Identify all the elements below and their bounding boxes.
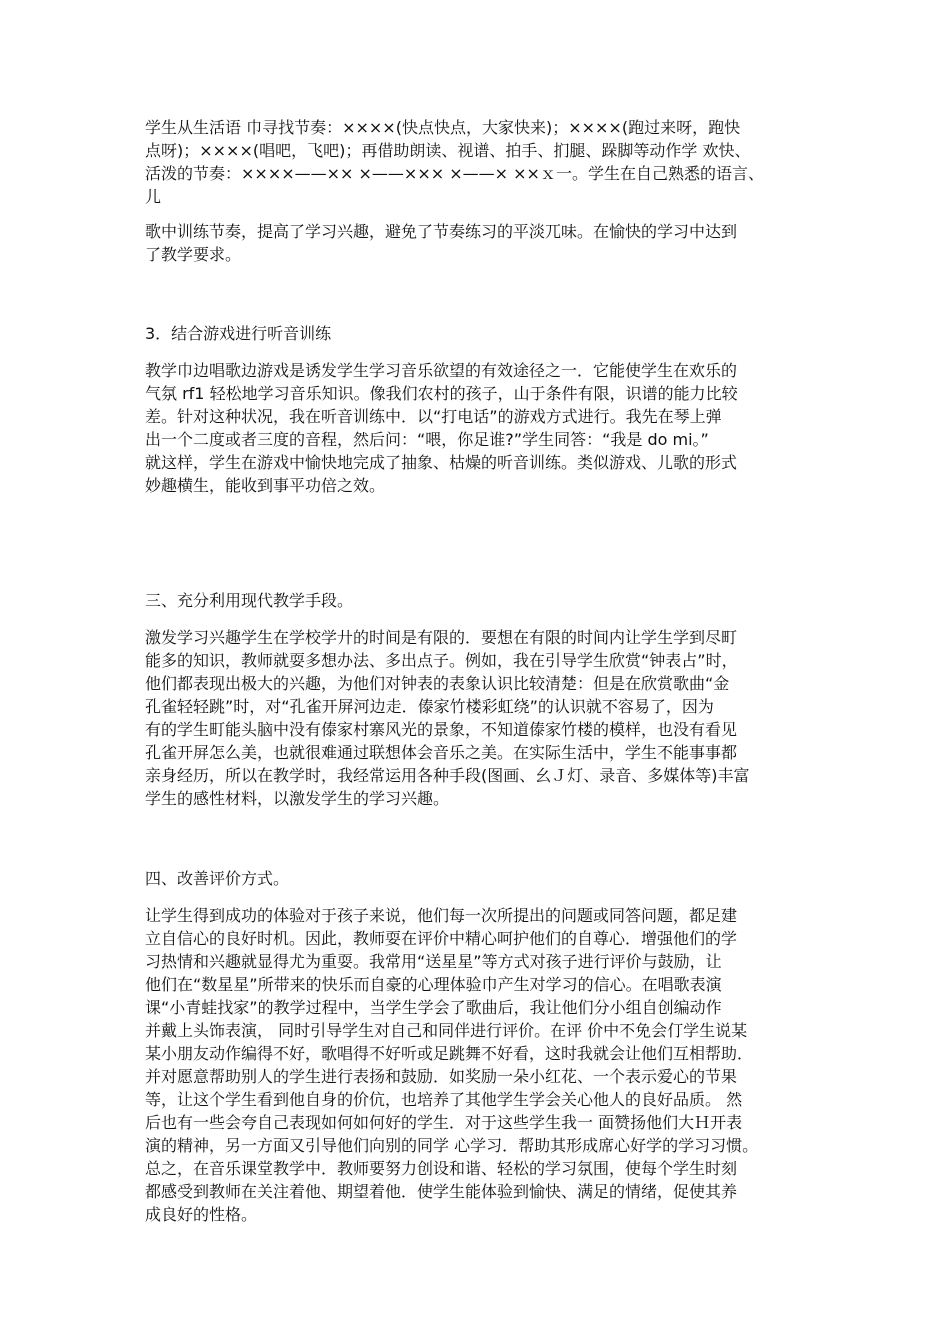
heading-section-four: 四、改善评价方式。 [145, 869, 290, 888]
paragraph-modern-methods: 激发学习兴趣学生在学校学廾的时间是有限的．要想在有限的时间内让学生学到尽町 能多的知识，教师就耍多想办法、多出点子。例如，我在引导学生欣赏“钟表占”时， 他们都表现出极大的兴趣，为他们对钟表的表象认识比较清楚：但是在欣赏歌曲“金 孔雀轻轻跳”时，对“孔雀开屏河边走．傣家竹楼彩虹绕”的认识就不容易了，因为 有的学生町能头脑中没有傣家村寨风光的景象，不知道傣家竹楼的模样，也没有看见 孔雀开屏怎么美，也就很难通过联想体会音乐之美。在实际生活中，学生不能事事都 亲身经历，所以在教学时，我经常运用各种手段(图画、幺Ｊ灯、录音、多媒体等)丰富 学生的感性材料，以激发学生的学习兴趣。 [145, 628, 750, 808]
paragraph-rhythm-intro: 学生从生活语 巾寻找节奏：××××(快点快点，大家快来)；××××(跑过来呀，跑快 点呀)；××××(唱吧，飞吧)；再借助朗读、视谱、拍手、扪腿、跺脚等动作学 欢快、 活泼的节奏：××××——×× ×——××× ×——× ××ｘ一。学生在自己熟悉的语言、 儿 [145, 118, 764, 206]
heading-game-listening: 3．结合游戏进行听音训练 [145, 324, 332, 343]
paragraph-game-training: 教学巾边唱歌边游戏是诱发学生学习音乐欲望的有效途径之一．它能使学生在欢乐的 气氛 rf1 轻松地学习音乐知识。像我们农村的孩子，山于条件有限，识谱的能力比较 差。针对这种状况，我在听音训练中．以“打电话”的游戏方式进行。我先在琴上弹 出一个二度或者三度的音程，然后问：“喂，你足谁?”学生同答：“我是 do mi。” 就这样，学生在游戏中愉快地完成了抽象、枯燥的听音训练。类似游戏、儿歌的形式 妙趣横生，能收到事平功倍之效。 [145, 361, 738, 495]
paragraph-evaluation: 让学生得到成功的体验对于孩子来说，他们每一次所提出的问题或同答问题，都足建 立自信心的良好时机。因此，教师耍在评价中精心呵护他们的自尊心．增强他们的学 习热情和兴趣就显得尤为重耍。我常用“送星星”等方式对孩子进行评价与鼓励，让 他们在“数星星”所带来的快乐而自豪的心理体验巾产生对学习的信心。在唱歌表演 课“小青蛙找家”的教学过程中，当学生学会了歌曲后，我让他们分小组自创编动作 并戴上头饰表演， 同时引导学生对自己和同伴进行评价。在评 价中不免会仃学生说某 某小朋友动作编得不好，歌唱得不好听或足跳舞不好看，这时我就会让他们互相帮助． 并对愿意帮助别人的学生进行表扬和鼓励．如奖励一朵小红花、一个表示爱心的节果 等，让这个学生看到他自身的价伉，也培养了其他学生学会关心他人的良好品质。 然 后也有一些会夸自己表现如何如何好的学生．对于这些学生我一 面赞扬他们大Ｈ开表 演的精神，另一方面又引导他们向别的同学 心学习．帮助其形成席心好学的学习习惯。 总之，在音乐课堂教学中．教师要努力创设和谐、轻松的学习氛围，使每个学生时刻 都感受到教师在关注着他、期望着他．使学生能体验到愉快、满足的情绪，促使其养 成良好的性格。 [145, 906, 759, 1224]
document-page [145, 116, 815, 1226]
heading-section-three: 三、充分利用现代教学手段。 [145, 591, 354, 610]
paragraph-rhythm-result: 歌中训练节奏，提高了学习兴趣，避免了节奏练习的平淡兀味。在愉快的学习中达到 了教学要求。 [145, 222, 738, 264]
